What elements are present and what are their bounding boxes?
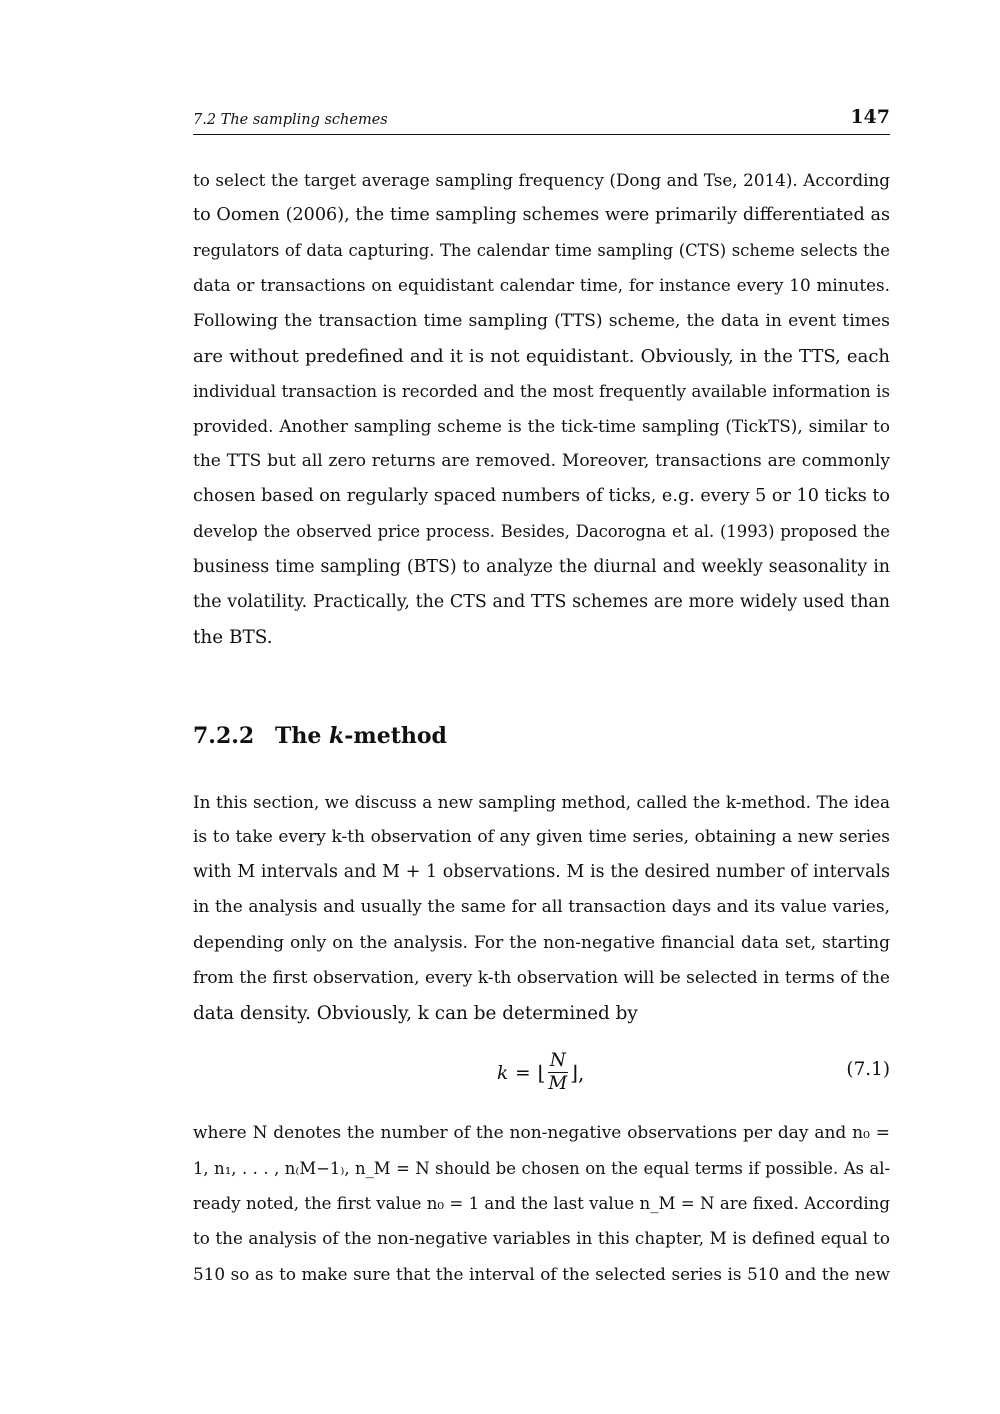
text-line: data density. Obviously, k can be determined by: [193, 1002, 638, 1024]
equation-number: (7.1): [846, 1059, 890, 1080]
text-line: data or transactions on equidistant calendar time, for instance every 10 minutes.: [193, 275, 890, 296]
section-title-variable: k: [329, 723, 345, 749]
text-line: individual transaction is recorded and the most frequently available information is: [193, 381, 890, 401]
section-heading: [193, 723, 447, 749]
paragraph-k-method: [193, 785, 890, 1031]
equation: [497, 1044, 584, 1102]
text-line: business time sampling (BTS) to analyze the diurnal and weekly seasonality in: [193, 556, 890, 577]
text-line: to the analysis of the non-negative variables in this chapter, M is defined equal to: [193, 1228, 890, 1249]
section-title-prefix: The: [275, 723, 330, 749]
equation-row: [193, 1044, 890, 1102]
paragraph-definitions: [193, 1116, 890, 1292]
floor-close-symbol: ⌋,: [570, 1061, 585, 1085]
fraction-numerator: N: [549, 1049, 566, 1071]
equation-equals: =: [515, 1062, 531, 1084]
text-line: regulators of data capturing. The calendar time sampling (CTS) scheme selects the: [193, 241, 890, 261]
page-number: 147: [850, 106, 890, 128]
fraction: [546, 1050, 569, 1095]
text-line: In this section, we discuss a new sampling method, called the k-method. The idea: [193, 792, 890, 812]
equation-lhs: k: [497, 1062, 509, 1084]
floor-open-symbol: ⌊: [537, 1061, 546, 1085]
text-line: develop the observed price process. Besides, Dacorogna et al. (1993) proposed the: [193, 522, 890, 542]
text-line: where N denotes the number of the non-negative observations per day and n₀ =: [193, 1123, 890, 1143]
text-line: the BTS.: [193, 626, 273, 648]
text-line: to select the target average sampling frequency (Dong and Tse, 2014). According: [193, 170, 890, 190]
running-header: [193, 108, 890, 135]
text-line: is to take every k-th observation of any given time series, obtaining a new series: [193, 827, 890, 848]
running-title: 7.2 The sampling schemes: [193, 112, 388, 128]
section-title-suffix: -method: [344, 723, 447, 749]
text-line: ready noted, the first value n₀ = 1 and the last value n_M = N are fixed. According: [193, 1194, 890, 1214]
text-line: are without predefined and it is not equidistant. Obviously, in the TTS, each: [193, 345, 890, 367]
text-line: to Oomen (2006), the time sampling schemes were primarily differentiated as: [193, 205, 890, 226]
text-line: in the analysis and usually the same for all transaction days and its value varies,: [193, 897, 890, 918]
text-line: Following the transaction time sampling (TTS) scheme, the data in event times: [193, 310, 890, 331]
text-line: provided. Another sampling scheme is the tick-time sampling (TickTS), similar to: [193, 415, 890, 436]
text-line: from the first observation, every k-th observation will be selected in terms of the: [193, 967, 890, 988]
text-line: 510 so as to make sure that the interval of the selected series is 510 and the new: [193, 1263, 890, 1284]
section-number: 7.2.2: [193, 723, 255, 749]
text-line: 1, n₁, . . . , n₍M−1₎, n_M = N should be chosen on the equal terms if possible. As al-: [193, 1159, 890, 1179]
text-line: chosen based on regularly spaced numbers of ticks, e.g. every 5 or 10 ticks to: [193, 486, 890, 507]
text-line: depending only on the analysis. For the non-negative financial data set, starting: [193, 932, 890, 953]
text-line: the TTS but all zero returns are removed. Moreover, transactions are commonly: [193, 451, 890, 472]
text-line: with M intervals and M + 1 observations. M is the desired number of intervals: [193, 862, 890, 883]
fraction-denominator: M: [548, 1072, 568, 1094]
text-line: the volatility. Practically, the CTS and TTS schemes are more widely used than: [193, 591, 890, 612]
paragraph-sampling-schemes: [193, 163, 890, 655]
